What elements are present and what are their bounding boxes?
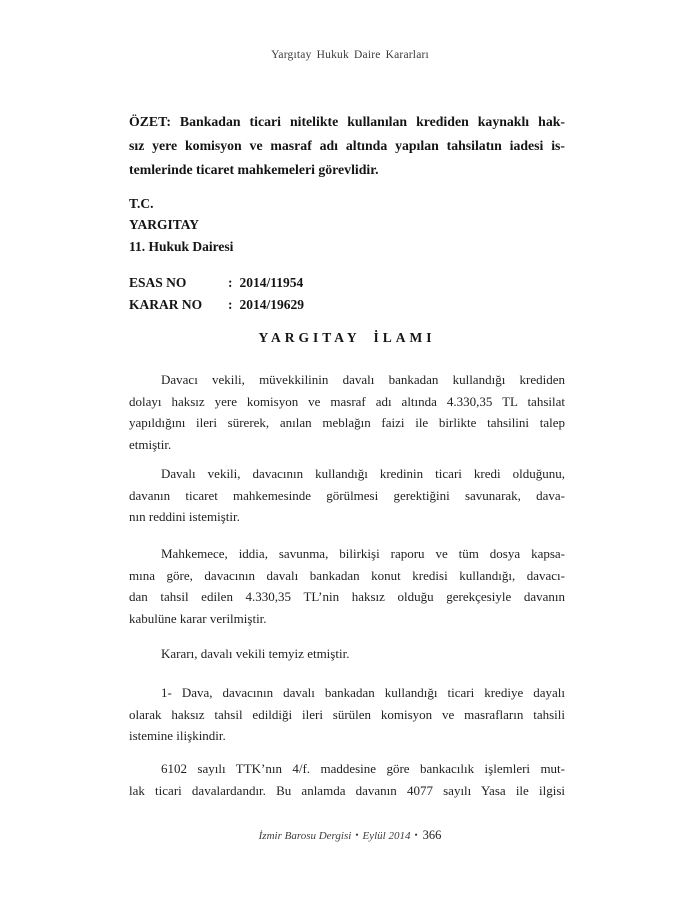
footer-journal: İzmir Barosu Dergisi xyxy=(258,830,352,842)
body-line: Davalı vekili, davacının kullandığı kredinin ticari kredi olduğunu, xyxy=(161,466,565,481)
ruling-title: YARGITAY İLAMI xyxy=(258,330,436,345)
body-paragraph xyxy=(129,682,565,747)
body-line: lak ticari davalardandır. Bu anlamda davanın 4077 sayılı Yasa ile ilgisi xyxy=(129,782,565,798)
case-label: ESAS NO xyxy=(129,275,187,290)
case-number-row-karar xyxy=(129,294,565,316)
body-line: Davacı vekili, müvekkilinin davalı bankadan kullandığı krediden xyxy=(161,372,565,387)
summary-line: ÖZET: Bankadan ticari nitelikte kullanılan krediden kaynaklı hak- xyxy=(129,114,565,129)
body-line: etmiştir. xyxy=(129,436,172,452)
summary-line: temlerinde ticaret mahkemeleri görevlidir. xyxy=(129,162,379,177)
court-name: YARGITAY xyxy=(129,217,200,233)
body-line: Kararı, davalı vekili temyiz etmiştir. xyxy=(161,646,350,661)
body-line: dolayı haksız yere komisyon ve masraf adı altında 4.330,35 TL tahsilat xyxy=(129,393,565,409)
body-paragraph xyxy=(129,758,565,801)
body-paragraph xyxy=(129,543,565,629)
body-line: dan tahsil edilen 4.330,35 TL’nin haksız olduğu gerekçesiyle davanın xyxy=(129,589,565,604)
court-country: T.C. xyxy=(129,196,154,211)
footer-bullet-icon: • xyxy=(355,830,359,840)
body-paragraph xyxy=(129,463,565,528)
case-label: KARAR NO xyxy=(129,296,203,312)
footer-page-number: 366 xyxy=(422,828,442,842)
body-line: nın reddini istemiştir. xyxy=(129,509,240,524)
body-paragraph xyxy=(129,643,565,665)
case-value: 2014/19629 xyxy=(239,296,305,312)
body-line: istemine ilişkindir. xyxy=(129,728,226,743)
body-line: kabulüne karar verilmiştir. xyxy=(129,610,267,626)
case-number-row-esas xyxy=(129,272,565,294)
summary-line: sız yere komisyon ve masraf adı altında yapılan tahsilatın iadesi is- xyxy=(129,138,565,153)
body-line: yapıldığını ileri sürerek, anılan meblağın faizi ile birlikte tahsilini talep xyxy=(129,415,565,430)
summary-block xyxy=(129,110,565,182)
body-paragraph xyxy=(129,369,565,455)
body-line: 1- Dava, davacının davalı bankadan kullandığı ticari krediye dayalı xyxy=(161,685,565,700)
case-numbers-block xyxy=(129,272,565,315)
court-heading-block xyxy=(129,193,565,257)
body-line: Mahkemece, iddia, savunma, bilirkişi raporu ve tüm dosya kapsa- xyxy=(161,546,565,561)
court-chamber: 11. Hukuk Dairesi xyxy=(129,238,234,254)
body-line: 6102 sayılı TTK’nın 4/f. maddesine göre bankacılık işlemleri mut- xyxy=(161,761,565,776)
case-separator: : xyxy=(228,296,233,312)
body-line: olarak haksız tahsil edildiği ileri sürülen komisyon ve masrafların tahsili xyxy=(129,706,565,722)
footer-issue: Eylül 2014 xyxy=(362,830,411,842)
page-footer xyxy=(0,828,700,843)
case-value: 2014/11954 xyxy=(239,275,304,290)
body-line: davanın ticaret mahkemesinde görülmesi gerektiğini savunarak, dava- xyxy=(129,487,565,503)
footer-bullet-icon: • xyxy=(414,830,418,840)
body-line: mına göre, davacının davalı bankadan konut kredisi kullandığı, davacı- xyxy=(129,567,565,583)
case-separator: : xyxy=(228,275,233,290)
running-header: Yargıtay Hukuk Daire Kararları xyxy=(271,49,429,61)
